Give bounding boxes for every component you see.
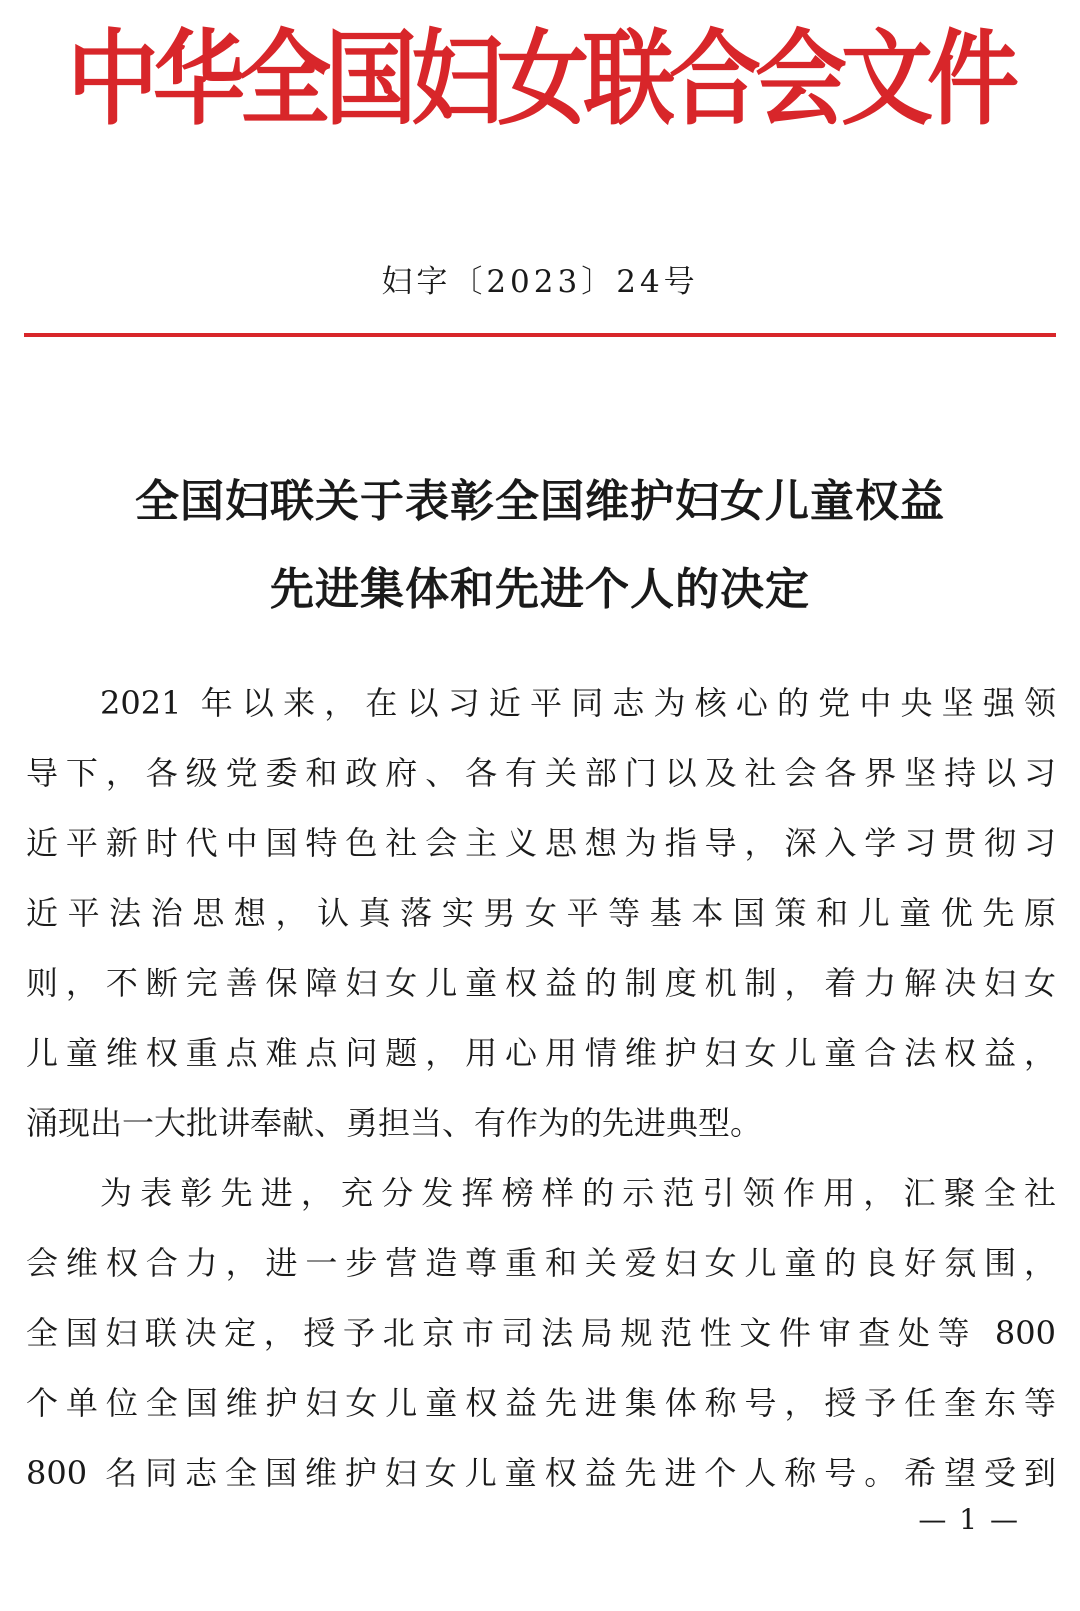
masthead: 中华全国妇女联合会文件 [66,19,1013,139]
body-line: 导下，各级党委和政府、各有关部门以及社会各界坚持以习 [26,754,1056,792]
body-line: 涌现出一大批讲奉献、勇担当、有作为的先进典型。 [26,1104,763,1142]
document-title [0,458,1080,634]
body-line: 近平法治思想，认真落实男女平等基本国策和儿童优先原 [26,894,1056,932]
body-line: 则，不断完善保障妇女儿童权益的制度机制，着力解决妇女 [26,964,1056,1002]
body-line: 全国妇联决定，授予北京市司法局规范性文件审查处等 800 [26,1314,1056,1352]
title-line-2: 先进集体和先进个人的决定 [270,564,810,615]
body-line: 儿童维权重点难点问题，用心用情维护妇女儿童合法权益， [26,1034,1056,1072]
red-divider-line [24,333,1056,337]
body-line: 2021 年以来，在以习近平同志为核心的党中央坚强领 [100,684,1056,722]
body-line: 个单位全国维护妇女儿童权益先进集体称号，授予任奎东等 [26,1384,1056,1422]
body-line: 近平新时代中国特色社会主义思想为指导，深入学习贯彻习 [26,824,1056,862]
title-line-1: 全国妇联关于表彰全国维护妇女儿童权益 [135,476,945,527]
body-line: 800 名同志全国维护妇女儿童权益先进个人称号。希望受到 [26,1454,1056,1492]
page-number: — 1 — [918,1503,1020,1536]
body-text [26,668,1056,1508]
body-line: 会维权合力，进一步营造尊重和关爱妇女儿童的良好氛围， [26,1244,1056,1282]
body-line: 为表彰先进，充分发挥榜样的示范引领作用，汇聚全社 [100,1174,1056,1212]
document-number: 妇字〔2023〕24号 [381,264,699,300]
